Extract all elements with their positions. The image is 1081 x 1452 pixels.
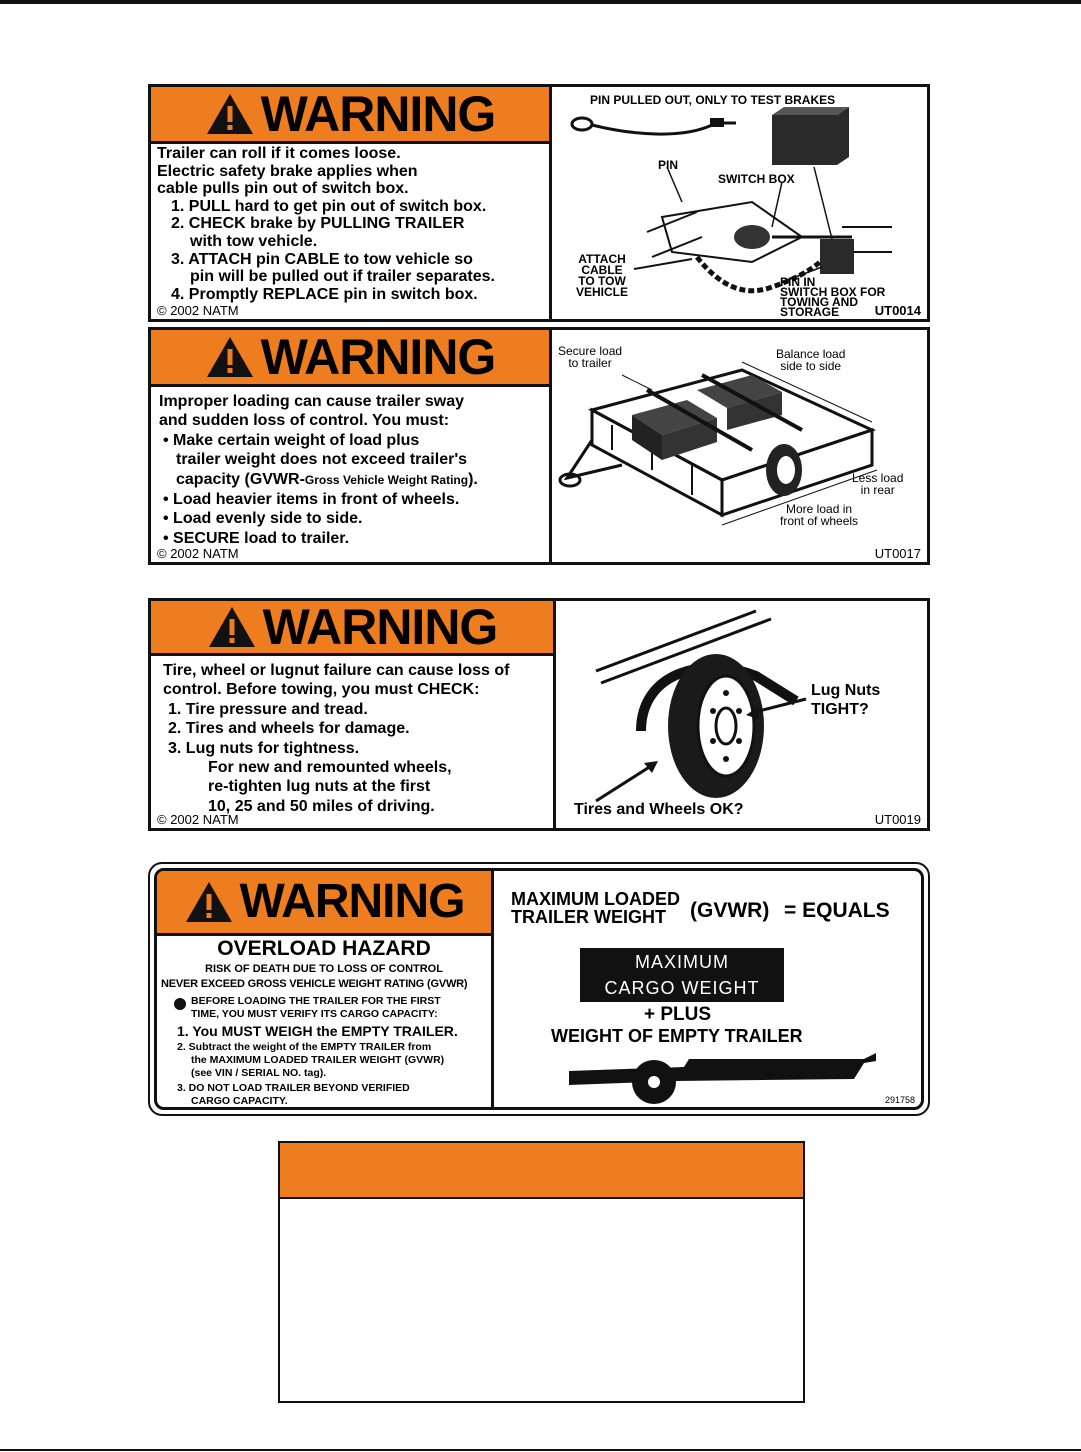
copyright: © 2002 NATM bbox=[157, 812, 239, 827]
check-3-note: 10, 25 and 50 miles of driving. bbox=[208, 797, 435, 815]
copyright: © 2002 NATM bbox=[157, 546, 239, 561]
blank-notice-box bbox=[278, 1141, 805, 1403]
label-illustration-panel bbox=[552, 87, 927, 319]
step-3: 3. ATTACH pin CABLE to tow vehicle so bbox=[171, 250, 473, 268]
warning-banner bbox=[151, 330, 549, 387]
warning-word: WARNING bbox=[239, 875, 465, 928]
more-load-caption: More load in front of wheels bbox=[780, 502, 859, 528]
switch-box-caption: SWITCH BOX bbox=[718, 172, 795, 186]
warning-text bbox=[157, 145, 495, 303]
check-2: 2. Tires and wheels for damage. bbox=[168, 720, 410, 738]
warning-banner bbox=[157, 871, 491, 936]
warning-triangle-icon bbox=[184, 880, 234, 924]
check-3-note: re-tighten lug nuts at the first bbox=[208, 778, 431, 796]
balance-caption: Balance load side to side bbox=[776, 347, 846, 373]
label-code: UT0017 bbox=[874, 546, 921, 561]
label-text-panel bbox=[157, 871, 494, 1107]
less-load-caption: Less load in rear bbox=[852, 471, 904, 497]
tires-caption: Tires and Wheels OK? bbox=[574, 801, 744, 818]
overload-title: OVERLOAD HAZARD bbox=[217, 937, 431, 960]
check-3-note: For new and remounted wheels, bbox=[208, 759, 452, 777]
pin-caption: PIN bbox=[658, 158, 679, 172]
label-code: 291758 bbox=[884, 1095, 915, 1105]
warning-label-loading bbox=[148, 327, 930, 565]
bullet-1: • Make certain weight of load plus bbox=[163, 431, 420, 449]
text-line: control. Before towing, you must CHECK: bbox=[163, 681, 480, 699]
label-illustration-panel bbox=[556, 601, 927, 828]
step-1: 1. You MUST WEIGH the EMPTY TRAILER. bbox=[177, 1023, 458, 1039]
warning-label-overload bbox=[148, 862, 930, 1116]
check-1: 1. Tire pressure and tread. bbox=[168, 700, 368, 718]
pin-in-caption: PIN IN SWITCH BOX FOR TOWING AND STORAGE bbox=[780, 275, 886, 319]
text-line: Trailer can roll if it comes loose. bbox=[157, 145, 401, 162]
bullet-dot-icon bbox=[173, 997, 187, 1011]
warning-word: WARNING bbox=[260, 86, 496, 142]
bullet-3: • Load evenly side to side. bbox=[163, 510, 363, 528]
plus-text: + PLUS bbox=[644, 1004, 712, 1025]
warning-banner bbox=[151, 87, 549, 144]
step-4: 4. Promptly REPLACE pin in switch box. bbox=[171, 285, 478, 303]
label-equation-panel bbox=[494, 871, 921, 1107]
step-3-cont: pin will be pulled out if trailer separates. bbox=[190, 268, 495, 286]
warning-word: WARNING bbox=[260, 329, 496, 385]
warning-label-tires bbox=[148, 598, 930, 831]
bullet-4: • SECURE load to trailer. bbox=[163, 529, 350, 547]
cargo-weight-box: MAXIMUM CARGO WEIGHT bbox=[580, 948, 784, 1002]
trailer-silhouette-icon bbox=[564, 1049, 884, 1109]
text-line: cable pulls pin out of switch box. bbox=[157, 180, 409, 198]
step-2: 2. CHECK brake by PULLING TRAILER bbox=[171, 215, 465, 233]
warning-triangle-icon bbox=[207, 605, 257, 649]
equals-text: = EQUALS bbox=[784, 899, 890, 922]
warning-text bbox=[163, 661, 509, 816]
header-caption: PIN PULLED OUT, ONLY TO TEST BRAKES bbox=[590, 93, 836, 107]
before-text: BEFORE LOADING THE TRAILER FOR THE FIRST TIME, YOU MUST VERIFY ITS CARGO CAPACITY: bbox=[191, 995, 441, 1020]
warning-word: WARNING bbox=[262, 599, 498, 655]
max-loaded-weight: MAXIMUM LOADED TRAILER WEIGHT bbox=[511, 889, 680, 927]
label-code: UT0019 bbox=[874, 812, 921, 827]
step-2-cont: with tow vehicle. bbox=[190, 232, 318, 250]
label-code: UT0014 bbox=[874, 303, 921, 318]
warning-label-safety-brake bbox=[148, 84, 930, 322]
lug-nuts-caption: Lug Nuts TIGHT? bbox=[811, 682, 881, 718]
label-text-panel bbox=[151, 87, 552, 319]
check-3: 3. Lug nuts for tightness. bbox=[168, 739, 360, 757]
bullet-1-cont2: capacity (GVWR-Gross Vehicle Weight Rating). bbox=[176, 470, 478, 488]
step-3: 3. DO NOT LOAD TRAILER BEYOND VERIFIED CARGO CAPACITY. bbox=[177, 1082, 410, 1107]
risk-line: RISK OF DEATH DUE TO LOSS OF CONTROL bbox=[205, 963, 443, 975]
gvwr-text: (GVWR) bbox=[690, 899, 770, 922]
bullet-2: • Load heavier items in front of wheels. bbox=[163, 491, 460, 509]
blank-notice-header bbox=[280, 1143, 803, 1199]
warning-text bbox=[159, 392, 478, 548]
label-illustration-panel bbox=[552, 330, 927, 562]
bottom-rule bbox=[0, 1449, 1081, 1451]
bullet-1-cont: trailer weight does not exceed trailer's bbox=[176, 451, 468, 469]
step-1: 1. PULL hard to get pin out of switch box. bbox=[171, 197, 487, 215]
text-line: Electric safety brake applies when bbox=[157, 162, 418, 180]
copyright: © 2002 NATM bbox=[157, 303, 239, 318]
text-line: Tire, wheel or lugnut failure can cause loss of bbox=[163, 662, 510, 679]
text-line: and sudden loss of control. You must: bbox=[159, 412, 450, 430]
warning-triangle-icon bbox=[205, 335, 255, 379]
never-line: NEVER EXCEED GROSS VEHICLE WEIGHT RATING (GVWR) bbox=[161, 978, 468, 990]
empty-trailer-text: WEIGHT OF EMPTY TRAILER bbox=[551, 1026, 803, 1046]
warning-banner bbox=[151, 601, 553, 656]
top-rule bbox=[0, 0, 1081, 4]
warning-triangle-icon bbox=[205, 92, 255, 136]
label-text-panel bbox=[151, 330, 552, 562]
text-line: Improper loading can cause trailer sway bbox=[159, 393, 464, 410]
inner-frame bbox=[154, 868, 924, 1110]
secure-caption: Secure load to trailer bbox=[558, 344, 623, 370]
label-text-panel bbox=[151, 601, 556, 828]
attach-caption: ATTACH CABLE TO TOW VEHICLE bbox=[576, 252, 629, 299]
step-2: 2. Subtract the weight of the EMPTY TRAILER from the MAXIMUM LOADED TRAILER WEIGHT (GVWR) (see VIN / SERIAL NO. tag). bbox=[177, 1041, 445, 1079]
